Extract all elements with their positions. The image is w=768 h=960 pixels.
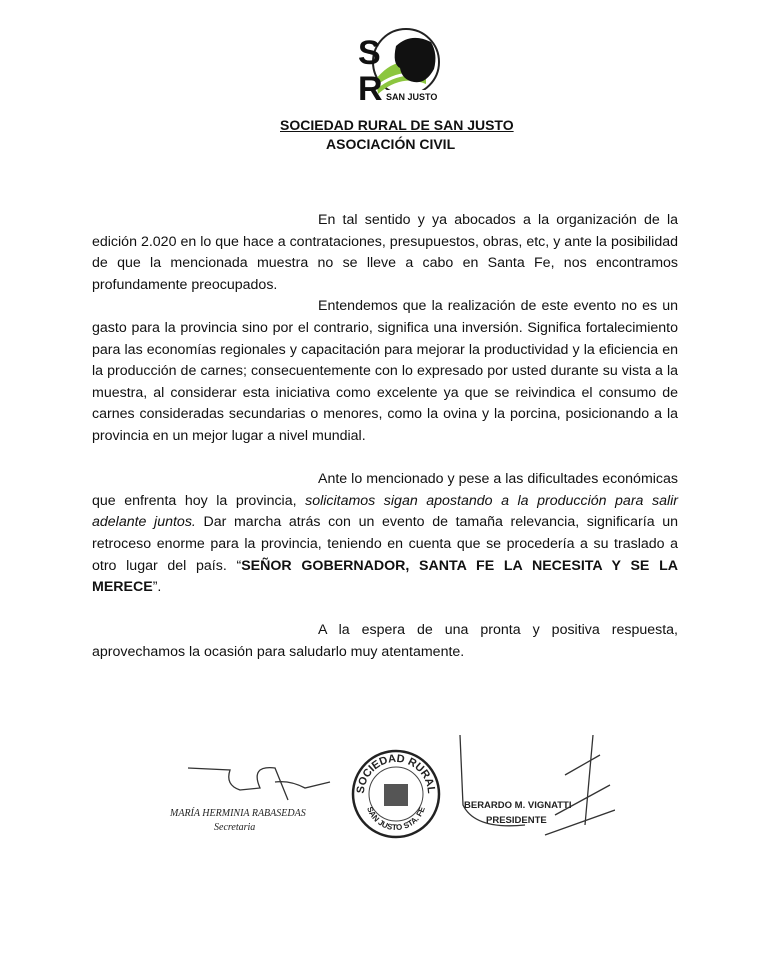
official-stamp bbox=[350, 748, 442, 840]
svg-text:R: R bbox=[358, 70, 383, 104]
paragraph-3-bold: SEÑOR GOBERNADOR, SANTA FE LA NECESITA Y SE LA MERECE bbox=[92, 557, 678, 596]
paragraph-3-text: Ante lo mencionado y pese a las dificultades económicas que enfrenta hoy la provincia, bbox=[92, 471, 678, 509]
president-name: BERARDO M. VIGNATTI bbox=[464, 800, 572, 811]
letter-body bbox=[92, 210, 678, 663]
paragraph-3 bbox=[92, 469, 678, 599]
stamp-bottom-text: SAN JUSTO STA. FE bbox=[365, 805, 427, 833]
stamp-top-text: SOCIEDAD RURAL bbox=[354, 752, 438, 795]
paragraph-4: A la espera de una pronta y positiva respuesta, aprovechamos la ocasión para saludarlo muy atentamente. bbox=[92, 622, 678, 660]
svg-text:S: S bbox=[358, 34, 381, 72]
svg-text:SAN JUSTO: SAN JUSTO bbox=[386, 92, 438, 102]
paragraph-3-text-2: Dar marcha atrás con un evento de tamaña relevancia, significaría un retroceso enorme para la provincia, teniendo en cuenta que se procedería a su traslado a otro lugar del país. “ bbox=[92, 514, 678, 574]
secretary-role: Secretaria bbox=[214, 822, 256, 833]
paragraph-2: Entendemos que la realización de este evento no es un gasto para la provincia sino por el contrario, significa una inversión. Significa fortalecimiento para las economías regionales y capacitación para mejorar la productividad y la eficiencia en la producción de carnes; consecuentemente con lo expresado por usted durante su vista a la muestra, al considerar esta iniciativa como excelente ya que se reivindica el consumo de carnes consideradas secundarias o menores, como la ovina y la porcina, posicionando a la provincia en un mejor lugar a nivel mundial. bbox=[92, 298, 678, 444]
paragraph-3-end: ”. bbox=[152, 579, 162, 596]
president-role: PRESIDENTE bbox=[486, 815, 547, 826]
paragraph-3-italic: solicitamos sigan apostando a la producción para salir adelante juntos. bbox=[92, 492, 678, 531]
organization-subtitle: ASOCIACIÓN CIVIL bbox=[326, 136, 456, 152]
organization-title: SOCIEDAD RURAL DE SAN JUSTO bbox=[280, 117, 514, 133]
svg-text:SAN JUSTO STA. FE bbox=[365, 805, 427, 832]
secretary-name: MARÍA HERMINIA RABASEDAS bbox=[170, 808, 306, 819]
sociedad-rural-logo bbox=[356, 24, 442, 104]
paragraph-1: En tal sentido y ya abocados a la organización de la edición 2.020 en lo que hace a contrataciones, presupuestos, obras, etc, y ante la posibilidad de que la mencionada muestra no se lleve a cabo en Santa Fe, nos encontramos profundamente preocupados. bbox=[92, 212, 678, 293]
secretary-signature bbox=[180, 760, 340, 810]
